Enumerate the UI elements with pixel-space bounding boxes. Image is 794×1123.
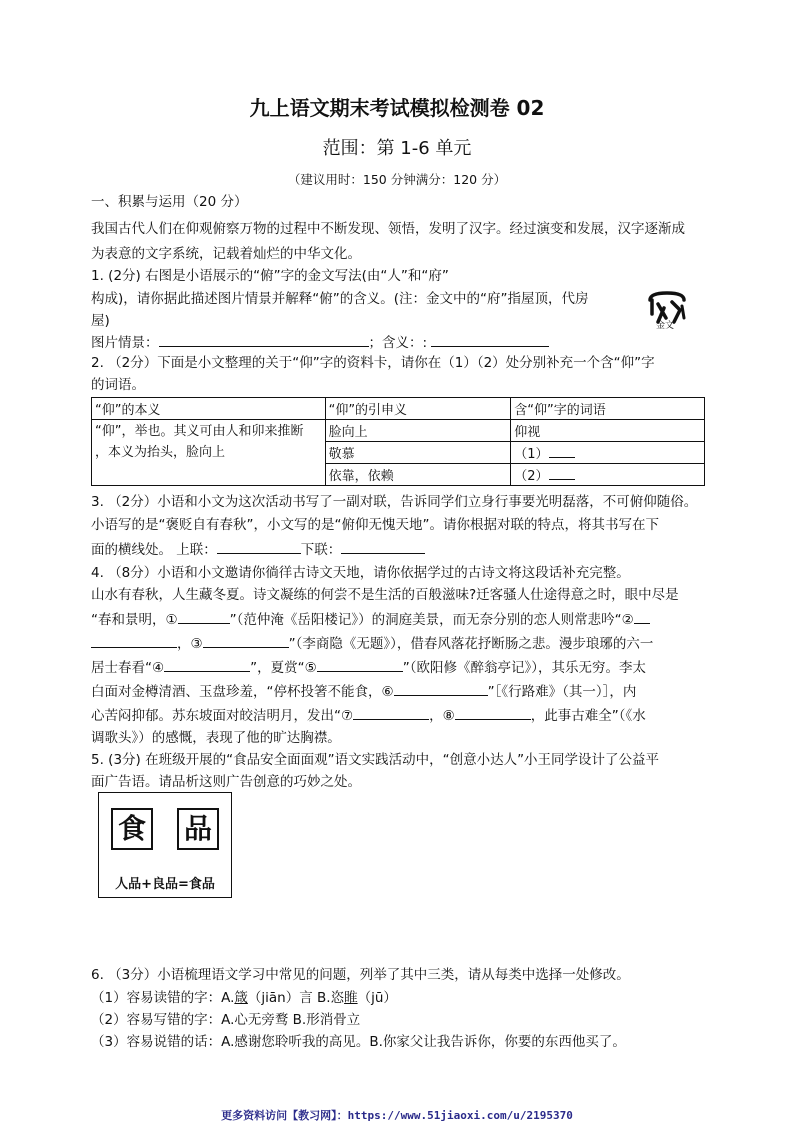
q5-line-1: 5. (3分) 在班级开展的“食品安全面面观”语文实践活动中，“创意小达人”小王同学设计了公益平 <box>91 752 660 768</box>
q1-line-2: 构成)，请你据此描述图片情景并解释“俯”的含义。(注：金文中的“府”指屋顶，代房 <box>91 291 589 307</box>
q4-text: 居士春看“④ <box>91 660 165 676</box>
blank-2-start[interactable] <box>634 609 650 624</box>
word-blank-2[interactable] <box>549 467 575 480</box>
q4-line-6 <box>91 681 636 702</box>
blank-8[interactable] <box>455 705 531 720</box>
upper-couplet-blank[interactable] <box>217 539 301 554</box>
q4-text: ”（范仲淹《岳阳楼记》）的洞庭美景，而无奈分别的恋人则常悲吟“② <box>229 612 634 628</box>
q2-line-1: 2. （2分）下面是小文整理的关于“仰”字的资料卡，请你在（1）（2）处分别补充一个含“仰”字 <box>91 355 655 371</box>
q4-line-3 <box>91 609 650 630</box>
lower-couplet-blank[interactable] <box>341 539 425 554</box>
scene-label: 图片情景： <box>91 335 159 351</box>
word-blank-1[interactable] <box>549 445 575 458</box>
blank-5[interactable] <box>317 657 403 672</box>
q6-line-1: 6. （3分）小语梳理语文学习中常见的问题，列举了其中三类，请从每类中选择一处修改。 <box>91 967 630 983</box>
q6-line-4: （3）容易说错的话：A.感谢您聆听我的高见。B.你家父让我告诉你，你要的东西他买了。 <box>91 1034 626 1050</box>
extended-meaning-cell: 依靠，依赖 <box>325 464 511 486</box>
meaning-label: ；含义： <box>368 335 423 351</box>
q4-text: ，③ <box>177 636 203 652</box>
blank-4[interactable] <box>164 657 250 672</box>
ad-char-food: 食 <box>111 808 153 850</box>
extended-meaning-cell: 脸向上 <box>325 420 511 442</box>
q3-line-3 <box>91 539 425 560</box>
lower-couplet-label: 下联： <box>300 542 342 558</box>
q1-answer-line: 图片情景： ；含义：: <box>91 332 549 353</box>
q4-line-1: 4. （8分）小语和小文邀请你徜徉古诗文天地，请你依据学过的古诗文将这段话补充完整。 <box>91 565 630 581</box>
q4-line-5 <box>91 657 646 678</box>
table-header-cell: “仰”的引申义 <box>325 398 511 420</box>
word-cell: 仰视 <box>511 420 705 442</box>
q4-text: ”，夏赏“⑤ <box>250 660 317 676</box>
table-header-cell: 含“仰”字的词语 <box>511 398 705 420</box>
footer-link[interactable]: 更多资料访问【教习网】：https://www.51jiaoxi.com/u/2195370 <box>221 1109 573 1122</box>
q4-text: ，此事古难全”（《水 <box>530 708 646 724</box>
q1-line-3: 屋) <box>91 313 110 329</box>
blank-number: （1） <box>514 447 549 462</box>
meaning-blank[interactable] <box>431 332 549 347</box>
q3-line-2: 小语写的是“褒贬自有春秋”，小文写的是“俯仰无愧天地”。请你根据对联的特点，将其书写在下 <box>91 517 659 533</box>
ad-slogan: 人品+良品=食品 <box>115 877 215 892</box>
q4-text: ”［《行路难》（其一）］，内 <box>487 684 637 700</box>
q4-line-2: 山水有春秋，人生藏冬夏。诗文凝练的何尝不是生活的百般滋味?迁客骚人仕途得意之时，眼中尽是 <box>91 587 679 603</box>
upper-couplet-label: 上联： <box>176 542 217 558</box>
q4-text: ”（欧阳修《醉翁亭记》），其乐无穷。李太 <box>402 660 646 676</box>
q4-text: ，⑧ <box>429 708 455 724</box>
q4-text: ”（李商隐《无题》），借春风落花抒断肠之悲。漫步琅琊的六一 <box>288 636 654 652</box>
original-meaning-cell <box>92 420 326 486</box>
blank-3[interactable] <box>203 633 289 648</box>
q4-line-4 <box>91 633 653 654</box>
blank-1[interactable] <box>178 609 230 624</box>
word-cell <box>511 442 705 464</box>
blank-2[interactable] <box>91 633 177 648</box>
q6-text: （1）容易读错的字：A. <box>91 990 235 1006</box>
page-title: 九上语文期末考试模拟检测卷 02 <box>249 96 545 120</box>
table-header-cell: “仰”的本义 <box>92 398 326 420</box>
blank-number: （2） <box>514 469 549 484</box>
table-row <box>92 420 705 442</box>
q3-prompt: 面的横线处。 <box>91 542 172 558</box>
extended-meaning-cell: 敬慕 <box>325 442 511 464</box>
section-heading: 一、积累与运用（20 分） <box>91 194 248 210</box>
q4-text: 心苦闷抑郁。苏东坡面对皎洁明月，发出“⑦ <box>91 708 354 724</box>
q4-line-7 <box>91 705 646 726</box>
origin-text-2: ，本义为抬头，脸向上 <box>95 445 226 460</box>
scene-blank[interactable] <box>159 332 369 347</box>
intro-line-2: 为表意的文字系统，记载着灿烂的中华文化。 <box>91 246 361 262</box>
page-subtitle: 范围：第 1-6 单元 <box>322 138 472 159</box>
time-score-note: （建议用时：150 分钟满分：120 分） <box>287 172 507 187</box>
q4-text: 白面对金樽清酒、玉盘珍羞，“停杯投箸不能食，⑥ <box>91 684 394 700</box>
glyph-caption: 金文 <box>656 321 675 331</box>
food-ad-image <box>98 792 232 898</box>
q5-line-2: 面广告语。请品析这则广告创意的巧妙之处。 <box>91 774 361 790</box>
q6-line-2 <box>91 988 397 1008</box>
table-header-row <box>92 398 705 420</box>
q3-line-1: 3. （2分）小语和小文为这次活动书写了一副对联，告诉同学们立身行事要光明磊落，不可俯仰随俗。 <box>91 494 698 510</box>
intro-line-1: 我国古代人们在仰观俯察万物的过程中不断发现、领悟，发明了汉字。经过演变和发展，汉字逐渐成 <box>91 221 685 237</box>
q4-line-8: 调歌头》）的感慨，表现了他的旷达胸襟。 <box>91 730 341 746</box>
origin-text-1: “仰”，举也。其义可由人和卯来推断 <box>95 424 304 439</box>
word-cell <box>511 464 705 486</box>
blank-6[interactable] <box>394 681 488 696</box>
q4-text: “春和景明，① <box>91 612 178 628</box>
yang-info-card-table <box>91 397 705 486</box>
q6-text: （jiān）言 B.恣 <box>247 990 345 1006</box>
q1-line-1: 1. (2分) 右图是小语展示的“俯”字的金文写法(由“人”和“府” <box>91 268 449 284</box>
blank-7[interactable] <box>353 705 429 720</box>
underlined-char: 睢 <box>344 990 358 1006</box>
q6-line-3: （2）容易写错的字：A.心无旁鹜 B.形消骨立 <box>91 1012 361 1028</box>
ad-char-goods: 品 <box>177 808 219 850</box>
underlined-char: 箴 <box>234 990 248 1006</box>
q6-text: （jū） <box>357 990 397 1006</box>
q2-line-2: 的词语。 <box>91 377 145 393</box>
